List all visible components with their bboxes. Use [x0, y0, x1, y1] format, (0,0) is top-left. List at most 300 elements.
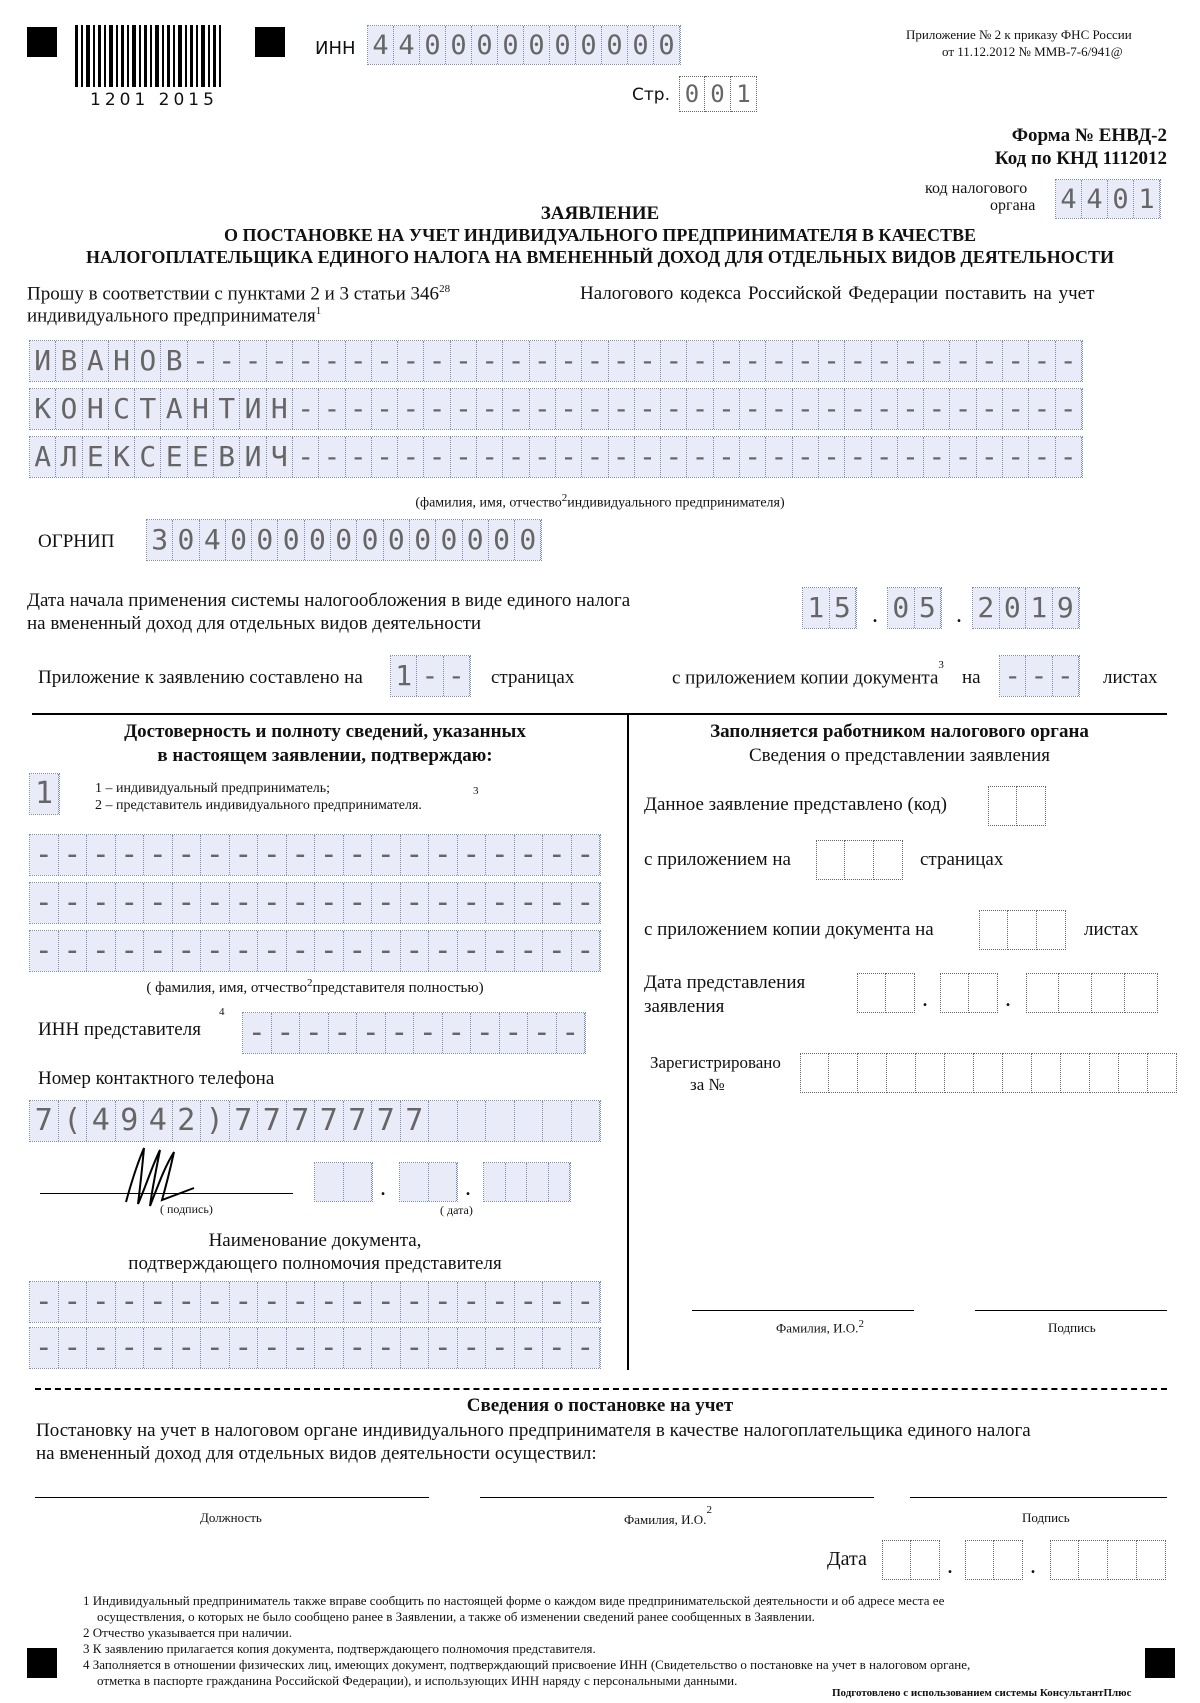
char-cell: -: [872, 341, 898, 381]
right-pages-field[interactable]: [816, 840, 903, 880]
char-cell: 0: [173, 520, 199, 560]
registrar-sign-line: [910, 1497, 1167, 1498]
char-cell: -: [315, 931, 344, 971]
char-cell: -: [372, 883, 401, 923]
char-cell: 7: [372, 1101, 401, 1141]
attachment-pages-field[interactable]: [391, 656, 470, 696]
char-cell: 0: [705, 76, 731, 112]
char-cell: -: [714, 341, 740, 381]
char-cell: Н: [109, 341, 135, 381]
registered-label1: Зарегистрировано: [650, 1053, 781, 1072]
char-cell: 7: [258, 1101, 287, 1141]
char-cell: -: [116, 1328, 145, 1368]
char-cell: [1119, 1053, 1148, 1093]
char-cell: [845, 840, 874, 880]
char-cell: -: [287, 883, 316, 923]
date-dot: .: [956, 602, 962, 628]
footnote-3: 3 К заявлению прилагается копия документа, подтверждающего полномочия представителя.: [83, 1641, 596, 1656]
rep-caption-end: представителя полностью): [312, 980, 484, 996]
char-cell: -: [173, 1328, 202, 1368]
char-cell: -: [486, 835, 515, 875]
intro-sup: 28: [439, 283, 451, 295]
registration-text1: Постановку на учет в налоговом органе индивидуального предпринимателя в качестве налогоплательщика единого налога: [36, 1420, 1031, 1441]
name-caption: [0, 492, 1200, 512]
char-cell: [527, 1163, 549, 1201]
char-cell: -: [398, 341, 424, 381]
char-cell: -: [950, 341, 976, 381]
corner-marker-bottom-left: [27, 1648, 57, 1678]
copy-sheets-label: листах: [1103, 667, 1158, 688]
char-cell: -: [1056, 389, 1082, 429]
char-cell: -: [414, 1013, 443, 1053]
char-cell: 0: [226, 520, 252, 560]
first-name-field[interactable]: [30, 389, 1082, 429]
start-date-label1: Дата начала применения системы налогообложения в виде единого налога: [27, 590, 631, 611]
char-cell: 0: [436, 520, 462, 560]
char-cell: -: [372, 931, 401, 971]
ogrnip-field[interactable]: [147, 520, 541, 560]
char-cell: -: [144, 931, 173, 971]
char-cell: -: [188, 341, 214, 381]
char-cell: -: [977, 341, 1003, 381]
char-cell: [887, 1053, 916, 1093]
char-cell: -: [556, 437, 582, 477]
char-cell: 4: [200, 520, 226, 560]
column-divider: [627, 713, 629, 1370]
char-cell: -: [386, 1013, 415, 1053]
submitted-code-label: Данное заявление представлено (код): [644, 794, 947, 815]
signer-option-sup: 3: [473, 785, 479, 797]
right-copy-field[interactable]: [979, 910, 1066, 950]
rep-caption: [30, 977, 600, 997]
char-cell: Т: [214, 389, 240, 429]
char-cell: -: [740, 341, 766, 381]
char-cell: -: [500, 1013, 529, 1053]
char-cell: -: [87, 1282, 116, 1322]
copy-sheets-field[interactable]: [1000, 656, 1079, 696]
char-cell: [1059, 973, 1092, 1013]
char-cell: -: [315, 835, 344, 875]
signature-caption: ( подпись): [160, 1202, 213, 1216]
char-cell: ): [201, 1101, 230, 1141]
authority-document-field-2[interactable]: [30, 1328, 600, 1368]
start-date-month-field[interactable]: [888, 588, 941, 628]
submit-date-year-field[interactable]: [1026, 973, 1158, 1013]
char-cell: -: [582, 341, 608, 381]
submit-date-month-field[interactable]: [940, 973, 998, 1013]
char-cell: -: [1029, 389, 1055, 429]
submit-date-label1: Дата представления: [644, 972, 806, 993]
char-cell: -: [346, 437, 372, 477]
char-cell: -: [59, 1282, 88, 1322]
char-cell: [543, 1101, 572, 1141]
char-cell: -: [477, 389, 503, 429]
char-cell: [940, 973, 969, 1013]
char-cell: -: [898, 437, 924, 477]
char-cell: [1008, 910, 1037, 950]
char-cell: -: [230, 1328, 259, 1368]
start-date-year-field[interactable]: [973, 588, 1079, 628]
with-pages-label: с приложением на: [644, 849, 791, 870]
char-cell: [458, 1101, 487, 1141]
char-cell: -: [287, 1328, 316, 1368]
char-cell: -: [556, 341, 582, 381]
char-cell: 7: [230, 1101, 259, 1141]
char-cell: [1026, 973, 1059, 1013]
tax-code-label1: код налогового: [925, 180, 1028, 197]
char-cell: 0: [331, 520, 357, 560]
char-cell: [484, 1163, 506, 1201]
char-cell: -: [116, 931, 145, 971]
char-cell: -: [344, 835, 373, 875]
char-cell: -: [417, 656, 443, 696]
page-number-field[interactable]: [679, 76, 757, 112]
char-cell: -: [1029, 341, 1055, 381]
registration-heading: Сведения о постановке на учет: [466, 1395, 734, 1416]
char-cell: -: [201, 835, 230, 875]
char-cell: -: [451, 341, 477, 381]
doc-label1: Наименование документа,: [208, 1230, 422, 1251]
char-cell: -: [258, 835, 287, 875]
char-cell: -: [424, 437, 450, 477]
char-cell: -: [87, 1328, 116, 1368]
intro-line1-end: Налогового кодекса Российской Федерации поставить на учет: [580, 283, 1095, 304]
footnote-1b: осуществления, о которых не было сообщено ранее в Заявлении, а также об изменении сведений ранее сообщенных в Заявлении.: [97, 1609, 815, 1624]
char-cell: -: [898, 389, 924, 429]
char-cell: -: [477, 437, 503, 477]
char-cell: -: [458, 1282, 487, 1322]
char-cell: С: [135, 437, 161, 477]
char-cell: 4: [1056, 180, 1082, 218]
char-cell: -: [458, 883, 487, 923]
char-cell: 9: [1053, 588, 1080, 628]
char-cell: -: [173, 931, 202, 971]
copy-label-text: с приложением копии документа: [672, 667, 939, 689]
char-cell: -: [543, 883, 572, 923]
right-fio-caption-text: Фамилия, И.О.: [776, 1320, 859, 1336]
char-cell: -: [401, 931, 430, 971]
char-cell: 0: [679, 76, 705, 112]
char-cell: 1: [1134, 180, 1160, 218]
footnote-4b: отметка в паспорте гражданина Российской Федерации), и использующих ИНН наряду с персональными данными.: [97, 1673, 738, 1688]
char-cell: -: [30, 883, 59, 923]
footnote-2: 2 Отчество указывается при наличии.: [83, 1625, 292, 1640]
signer-option1: 1 – индивидуальный предприниматель;: [95, 781, 331, 796]
char-cell: -: [451, 389, 477, 429]
char-cell: (: [59, 1101, 88, 1141]
char-cell: 1: [1026, 588, 1053, 628]
char-cell: [549, 1163, 571, 1201]
char-cell: 0: [498, 26, 524, 64]
char-cell: -: [240, 341, 266, 381]
char-cell: 0: [472, 26, 498, 64]
char-cell: -: [59, 931, 88, 971]
surname-field[interactable]: [30, 341, 1082, 381]
signer-type-field[interactable]: [30, 774, 59, 814]
registration-date-day-field[interactable]: [882, 1540, 940, 1580]
char-cell: В: [214, 437, 240, 477]
inn-field[interactable]: [368, 26, 680, 64]
title-line2: О ПОСТАНОВКЕ НА УЧЕТ ИНДИВИДУАЛЬНОГО ПРЕДПРИНИМАТЕЛЯ В КАЧЕСТВЕ: [224, 225, 976, 245]
char-cell: -: [173, 1282, 202, 1322]
char-cell: -: [87, 931, 116, 971]
char-cell: В: [161, 341, 187, 381]
char-cell: -: [344, 883, 373, 923]
right-heading2: Сведения о представлении заявления: [748, 745, 1051, 766]
signature-date-year-field[interactable]: [484, 1163, 570, 1201]
registration-number-field[interactable]: [800, 1053, 1177, 1093]
char-cell: [1050, 1540, 1079, 1580]
char-cell: -: [635, 341, 661, 381]
representative-name-field[interactable]: [30, 883, 600, 923]
copy-label-sup: 3: [938, 659, 944, 671]
char-cell: -: [401, 883, 430, 923]
char-cell: -: [243, 1013, 272, 1053]
char-cell: -: [429, 1282, 458, 1322]
char-cell: -: [319, 437, 345, 477]
representative-patronymic-field[interactable]: [30, 931, 600, 971]
char-cell: -: [116, 883, 145, 923]
char-cell: -: [59, 835, 88, 875]
char-cell: -: [609, 341, 635, 381]
submitted-code-field[interactable]: [988, 786, 1046, 826]
char-cell: -: [201, 1282, 230, 1322]
char-cell: -: [30, 931, 59, 971]
signature-date-month-field[interactable]: [400, 1163, 457, 1201]
char-cell: -: [1003, 341, 1029, 381]
char-cell: Е: [83, 437, 109, 477]
char-cell: [1090, 1053, 1119, 1093]
char-cell: -: [486, 1282, 515, 1322]
corner-marker-bottom-right: [1145, 1648, 1175, 1678]
char-cell: -: [230, 883, 259, 923]
phone-label: Номер контактного телефона: [38, 1068, 275, 1089]
char-cell: -: [424, 389, 450, 429]
char-cell: -: [661, 437, 687, 477]
char-cell: -: [924, 389, 950, 429]
char-cell: -: [344, 1282, 373, 1322]
char-cell: -: [267, 341, 293, 381]
patronymic-field[interactable]: [30, 437, 1082, 477]
char-cell: -: [230, 931, 259, 971]
char-cell: А: [30, 437, 56, 477]
char-cell: -: [515, 931, 544, 971]
char-cell: -: [543, 931, 572, 971]
char-cell: -: [872, 389, 898, 429]
char-cell: 7: [315, 1101, 344, 1141]
char-cell: -: [87, 835, 116, 875]
char-cell: К: [30, 389, 56, 429]
char-cell: [800, 1053, 829, 1093]
intro-text-a: Прошу в соответствии с пунктами 2 и 3 статьи 346: [27, 283, 440, 305]
char-cell: -: [315, 1282, 344, 1322]
char-cell: -: [845, 389, 871, 429]
char-cell: -: [287, 1282, 316, 1322]
char-cell: -: [201, 883, 230, 923]
char-cell: [979, 910, 1008, 950]
char-cell: -: [1056, 341, 1082, 381]
char-cell: -: [372, 389, 398, 429]
char-cell: 0: [420, 26, 446, 64]
char-cell: 0: [515, 520, 541, 560]
date-caption: ( дата): [440, 1203, 473, 1217]
corner-marker-top-middle: [255, 27, 285, 57]
char-cell: -: [582, 437, 608, 477]
submit-date-label2: заявления: [644, 996, 725, 1017]
title-line1: ЗАЯВЛЕНИЕ: [540, 203, 660, 224]
char-cell: -: [346, 341, 372, 381]
registration-date-year-field[interactable]: [1050, 1540, 1166, 1580]
representative-surname-field[interactable]: [30, 835, 600, 875]
barcode-number: 1201 2015: [90, 90, 218, 110]
char-cell: -: [116, 835, 145, 875]
char-cell: 4: [1082, 180, 1108, 218]
char-cell: -: [300, 1013, 329, 1053]
char-cell: Е: [161, 437, 187, 477]
ogrnip-label: ОГРНИП: [38, 531, 115, 552]
authority-document-field-1[interactable]: [30, 1282, 600, 1322]
char-cell: 0: [654, 26, 680, 64]
char-cell: -: [661, 389, 687, 429]
char-cell: -: [315, 883, 344, 923]
char-cell: И: [240, 389, 266, 429]
char-cell: -: [503, 389, 529, 429]
registration-date-label: Дата: [827, 1548, 867, 1570]
barcode-icon: [75, 25, 225, 87]
char-cell: 0: [305, 520, 331, 560]
registered-label2: за №: [690, 1075, 725, 1094]
char-cell: -: [924, 341, 950, 381]
char-cell: 1: [731, 76, 757, 112]
sign-line: [975, 1310, 1167, 1311]
char-cell: -: [515, 883, 544, 923]
char-cell: -: [898, 341, 924, 381]
char-cell: Л: [56, 437, 82, 477]
char-cell: Е: [188, 437, 214, 477]
char-cell: -: [1026, 656, 1052, 696]
char-cell: -: [1003, 389, 1029, 429]
char-cell: 4: [144, 1101, 173, 1141]
char-cell: -: [609, 389, 635, 429]
char-cell: [1032, 1053, 1061, 1093]
left-heading2: в настоящем заявлении, подтверждаю:: [157, 745, 493, 766]
char-cell: Н: [267, 389, 293, 429]
char-cell: 4: [87, 1101, 116, 1141]
char-cell: -: [1029, 437, 1055, 477]
char-cell: -: [401, 1282, 430, 1322]
char-cell: -: [144, 1282, 173, 1322]
submit-date-day-field[interactable]: [857, 973, 915, 1013]
registrar-fio-line: [480, 1497, 874, 1498]
char-cell: [1137, 1540, 1166, 1580]
name-caption-text: (фамилия, имя, отчество: [415, 495, 562, 511]
char-cell: 1: [391, 656, 417, 696]
registrar-fio-caption-text: Фамилия, И.О.: [624, 1512, 707, 1528]
char-cell: -: [924, 437, 950, 477]
char-cell: -: [258, 1282, 287, 1322]
phone-field[interactable]: [30, 1101, 600, 1141]
char-cell: [874, 840, 903, 880]
signature-date-day-field[interactable]: [315, 1163, 372, 1201]
registrar-sign-caption: Подпись: [1022, 1510, 1070, 1525]
char-cell: -: [398, 437, 424, 477]
char-cell: -: [30, 835, 59, 875]
char-cell: 0: [384, 520, 410, 560]
char-cell: О: [56, 389, 82, 429]
corner-marker-top-left: [27, 27, 57, 57]
char-cell: -: [766, 341, 792, 381]
intro-line2: [27, 305, 321, 327]
char-cell: -: [1053, 656, 1079, 696]
char-cell: -: [635, 437, 661, 477]
char-cell: -: [793, 389, 819, 429]
name-caption-end: индивидуального предпринимателя): [567, 495, 785, 511]
char-cell: -: [329, 1013, 358, 1053]
char-cell: -: [687, 341, 713, 381]
char-cell: -: [486, 1328, 515, 1368]
char-cell: Т: [135, 389, 161, 429]
char-cell: -: [451, 437, 477, 477]
attachment-pages-label: страницах: [491, 667, 575, 688]
position-line: [35, 1497, 429, 1498]
char-cell: -: [477, 341, 503, 381]
char-cell: -: [458, 835, 487, 875]
char-cell: [816, 840, 845, 880]
char-cell: 0: [463, 520, 489, 560]
start-date-day-field[interactable]: [803, 588, 856, 628]
char-cell: -: [258, 1328, 287, 1368]
char-cell: [945, 1053, 974, 1093]
char-cell: -: [819, 389, 845, 429]
intro-line1: [27, 283, 450, 305]
char-cell: [429, 1163, 458, 1201]
char-cell: -: [609, 437, 635, 477]
intro-line2-text: индивидуального предпринимателя: [27, 305, 316, 327]
char-cell: 2: [973, 588, 1000, 628]
footnote-4a: 4 Заполняется в отношении физических лиц, имеющих документ, подтверждающий присвоение ИНН (Свидетельство о постановке на учет в налоговом органе,: [83, 1657, 971, 1672]
char-cell: 0: [576, 26, 602, 64]
char-cell: [965, 1540, 994, 1580]
char-cell: -: [272, 1013, 301, 1053]
char-cell: -: [173, 883, 202, 923]
rep-caption-sup: 2: [307, 977, 313, 989]
char-cell: 0: [446, 26, 472, 64]
intro-line2-sup: 1: [315, 305, 322, 317]
char-cell: -: [977, 437, 1003, 477]
char-cell: 1: [803, 588, 830, 628]
char-cell: [1017, 786, 1046, 826]
char-cell: -: [471, 1013, 500, 1053]
char-cell: -: [144, 883, 173, 923]
char-cell: К: [109, 437, 135, 477]
char-cell: -: [357, 1013, 386, 1053]
attachment-label: Приложение к заявлению составлено на: [38, 667, 363, 688]
date-dot: .: [1005, 986, 1011, 1012]
char-cell: 0: [1000, 588, 1027, 628]
char-cell: 5: [830, 588, 857, 628]
position-caption: Должность: [200, 1510, 262, 1525]
char-cell: -: [458, 1328, 487, 1368]
char-cell: -: [515, 1328, 544, 1368]
representative-inn-field[interactable]: [243, 1013, 585, 1053]
char-cell: -: [230, 835, 259, 875]
char-cell: -: [740, 389, 766, 429]
registration-date-month-field[interactable]: [965, 1540, 1023, 1580]
char-cell: -: [319, 341, 345, 381]
right-fio-caption: [776, 1318, 864, 1336]
char-cell: [1125, 973, 1158, 1013]
char-cell: -: [201, 1328, 230, 1368]
